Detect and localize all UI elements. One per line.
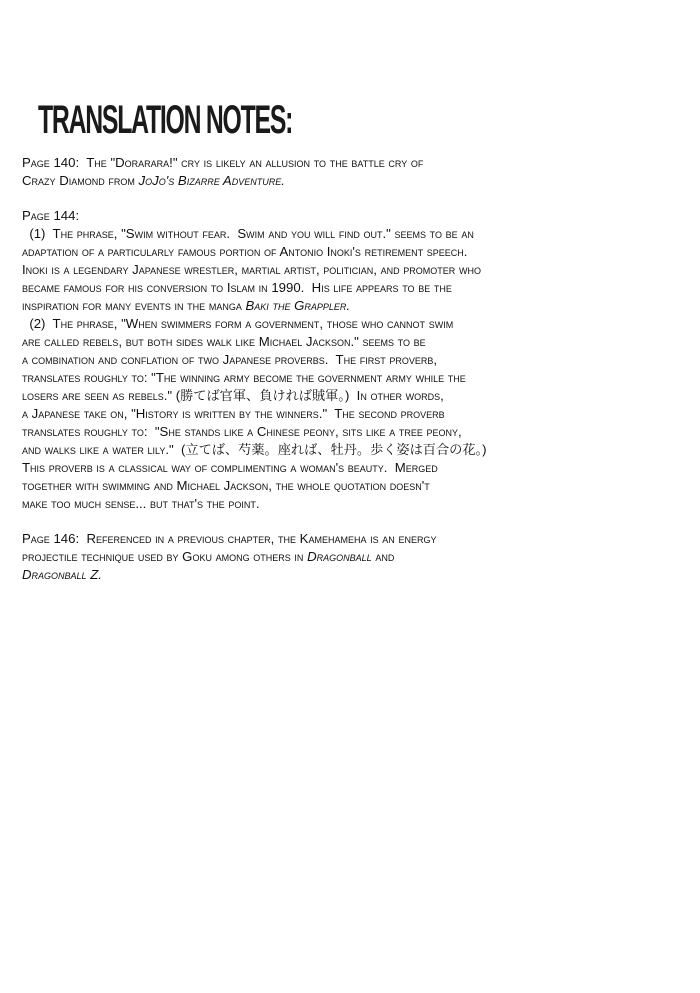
note-line <box>22 279 682 297</box>
page-title: TRANSLATION NOTES: <box>38 98 293 142</box>
note-line <box>22 261 682 279</box>
note-text: inspiration for many events in the manga <box>22 298 246 313</box>
title-reference: Baki the Grappler. <box>245 298 351 313</box>
note-text: a Japanese take on, "History is written by the winners." The second proverb <box>22 406 445 421</box>
note-text: Page 140: The "Dorarara!" cry is likely an allusion to the battle cry of <box>22 155 424 170</box>
note-paragraph <box>22 207 682 513</box>
title-reference: JoJo's Bizarre Adventure. <box>138 173 285 188</box>
note-text: are called rebels, but both sides walk like Michael Jackson." seems to be <box>22 334 426 349</box>
title-reference: Dragonball Z. <box>22 567 102 582</box>
note-text: adaptation of a particularly famous portion of Antonio Inoki's retirement speech. <box>22 244 468 259</box>
note-line <box>22 315 682 333</box>
note-text: translates roughly to: "She stands like a Chinese peony, sits like a tree peony, <box>22 424 462 439</box>
note-text: became famous for his conversion to Islam in 1990. His life appears to be the <box>22 280 452 295</box>
note-text: together with swimming and Michael Jackson, the whole quotation doesn't <box>22 478 430 493</box>
note-text: Crazy Diamond from <box>22 173 139 188</box>
note-text: (2) The phrase, "When swimmers form a government, those who cannot swim <box>22 316 454 331</box>
note-text: and <box>371 549 395 564</box>
note-line <box>22 495 682 513</box>
note-text: Page 146: Referenced in a previous chapter, the Kamehameha is an energy <box>22 531 437 546</box>
note-line <box>22 387 682 405</box>
note-paragraph <box>22 530 682 584</box>
note-text: projectile technique used by Goku among others in <box>22 549 308 564</box>
note-text: a combination and conflation of two Japanese proverbs. The first proverb, <box>22 352 438 367</box>
note-text: and walks like a water lily." (立てば、芍薬。座れば、牡丹。歩く姿は百合の花。) <box>22 442 487 457</box>
translation-notes <box>22 154 682 584</box>
note-text: losers are seen as rebels." (勝てば官軍、負ければ賊軍。) In other words, <box>22 388 444 403</box>
note-line <box>22 405 682 423</box>
note-paragraph <box>22 154 682 190</box>
note-text: Page 144: <box>22 208 80 223</box>
note-line <box>22 459 682 477</box>
note-text: (1) The phrase, "Swim without fear. Swim and you will find out." seems to be an <box>22 226 474 241</box>
note-line <box>22 333 682 351</box>
paragraph-gap <box>22 513 682 530</box>
note-line <box>22 548 682 566</box>
note-line <box>22 477 682 495</box>
title-reference: Dragonball <box>307 549 372 564</box>
note-line <box>22 530 682 548</box>
note-line <box>22 566 682 584</box>
note-line <box>22 423 682 441</box>
note-text: This proverb is a classical way of complimenting a woman's beauty. Merged <box>22 460 438 475</box>
note-line <box>22 369 682 387</box>
note-text: Inoki is a legendary Japanese wrestler, martial artist, politician, and promoter who <box>22 262 481 277</box>
paragraph-gap <box>22 190 682 207</box>
note-line <box>22 243 682 261</box>
note-line <box>22 441 682 459</box>
note-line <box>22 207 682 225</box>
note-text: translates roughly to: "The winning army become the government army while the <box>22 370 466 385</box>
note-line <box>22 225 682 243</box>
note-text: make too much sense... but that's the point. <box>22 496 260 511</box>
note-line <box>22 351 682 369</box>
note-line <box>22 172 682 190</box>
note-line <box>22 297 682 315</box>
note-line <box>22 154 682 172</box>
